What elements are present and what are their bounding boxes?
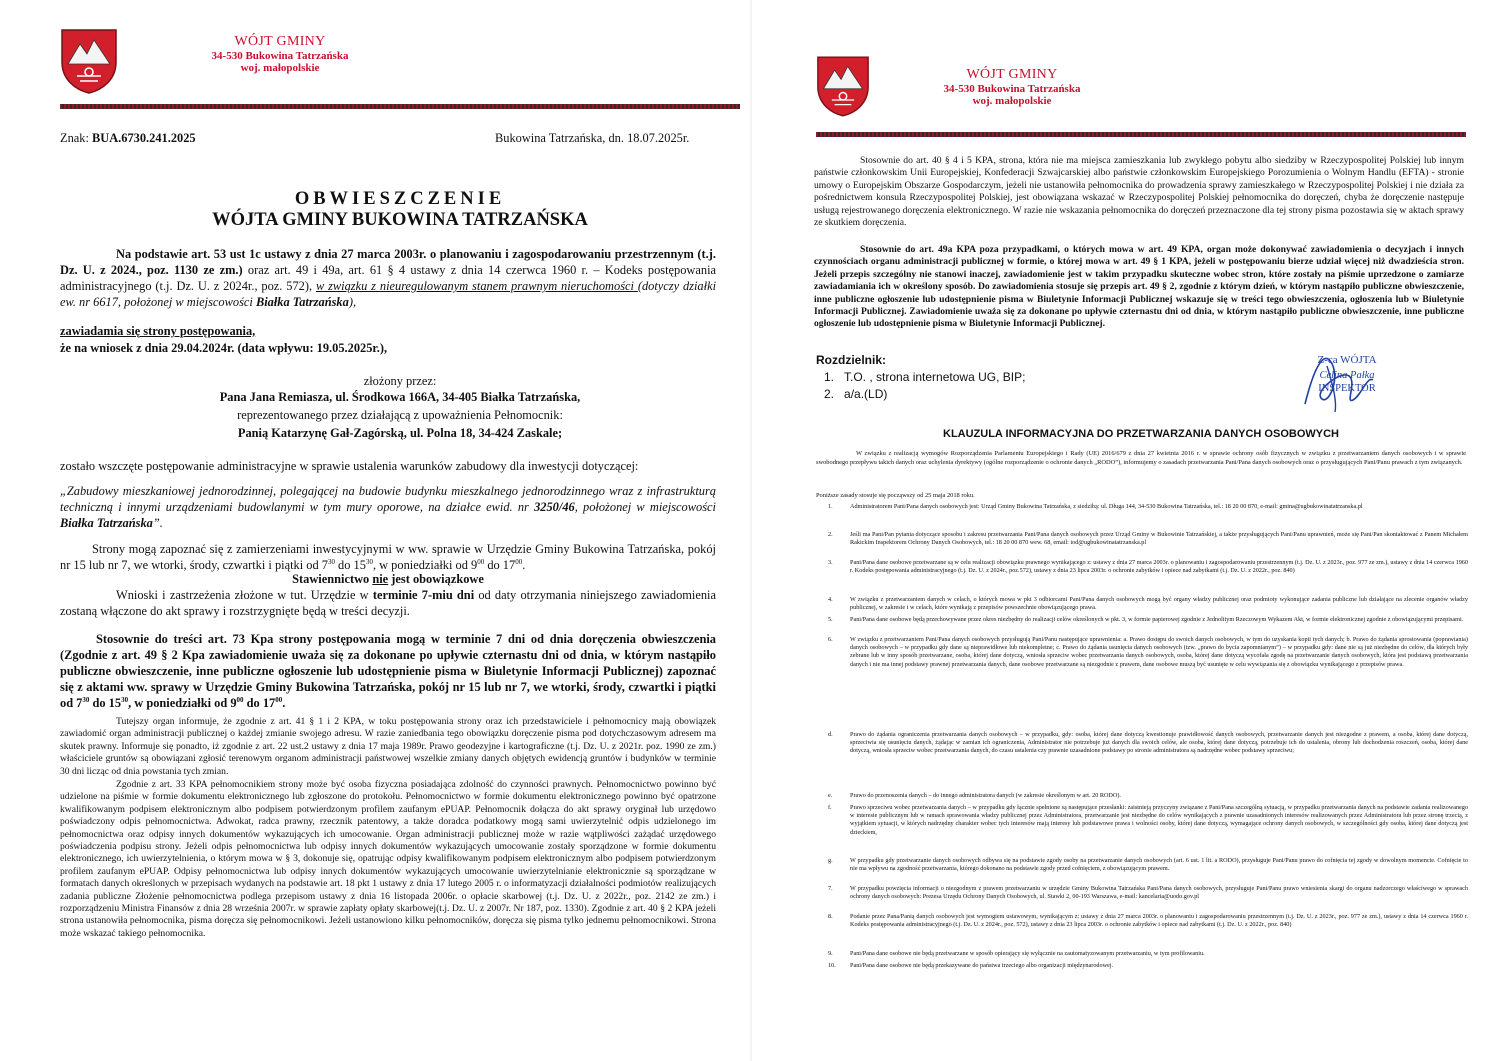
notice-page-2 <box>752 0 1500 1061</box>
delivery-attorney-notice: Stosownie do art. 40 § 4 i 5 KPA, strona, która nie ma miejsca zamieszkania lub zwykłego pobytu albo siedziby w Rzeczypospolitej Polskiej lub innym państwie członkowskim Unii Europejskiej, Konfederacji Szwajcarskiej albo państwie członkowskim Europejskiego Porozumienia o Wolnym Handlu (EFTA) - stronie umowy o Europejskim Obszarze Gospodarczym, jeżeli nie ustanowiła pełnomocnika do prowadzenia sprawy zamieszkałego w Rzeczypospolitej Polskiej i nie działa za pośrednictwem konsula Rzeczypospolitej Polskiej, jest obowiązana wskazać w Rzeczypospolitej Polskiej pełnomocnika do doręczeń, chyba że doręczenie następuje usługą rejestrowanego doręczenia elektronicznego. W razie nie wskazania pełnomocnika do doręczeń przeznaczone dla tej strony pisma pozostawia się w aktach sprawy ze skutkiem doręczenia. <box>814 155 1464 229</box>
parties-info: Strony mogą zapoznać się z zamierzeniami inwestycyjnymi w ww. sprawie w Urzędzie Gminy Bukowina Tatrzańska, pokój nr 15 lub nr 7, we wtorki, środy, czwartki i piątki od $7^{30}$ do $15^{30}$, w poniedziałki od $9^{00}$ do $17^{00}$. <box>60 542 716 572</box>
clause-item: 2. Jeśli ma Pani/Pan pytania dotyczące sposobu i zakresu przetwarzania Pani/Pana danych osobowych przez Urząd Gminy w Bukowinie Tatrzańskiej, a także przysługujących Pani/Panu uprawnień, może się Pani/Pan skontaktować z Panem Michałem Rakickim Inspektorem Ochrony Danych Osobowych, tel.: 18 20 00 870 wew. 68, email: iod@ugbukowinatatrzanska.pl <box>828 531 1468 547</box>
clause-since: Poniższe zasady stosuje się począwszy od 25 maja 2018 roku. <box>816 492 975 499</box>
distribution-item-1: 1. T.O. , strona internetowa UG, BIP; <box>824 370 1026 384</box>
applicant: Pana Jana Remiasza, ul. Środkowa 166A, 34-405 Białka Tatrzańska, <box>219 390 581 404</box>
letterhead-bar <box>60 104 740 109</box>
clause-item: f. Prawo sprzeciwu wobec przetwarzania danych – w przypadku gdy łącznie spełnione są następujące przesłanki: zaistnieją przyczyny związane z Pani/Pana szczególną sytuacją, w przypadku przetwarzania danych na podstawie zadania realizowanego w interesie publicznym lub w ramach sprawowania władzy publicznej przez Administratora, przetwarzanie jest niezbędne do celów wynikających z prawnie uzasadnionych interesów realizowanych przez Administratora lub przez stronę trzecią, z wyjątkiem sytuacji, w których nadrzędny charakter wobec tych interesów mają interesy lub podstawowe prawa i wolności osoby, której dane dotyczą, wymagające ochrony danych osobowych, w szczególności gdy osoba, której dane dotyczą jest dzieckiem, <box>828 804 1468 836</box>
place-date: Bukowina Tatrzańska, dn. 18.07.2025r. <box>495 131 690 145</box>
investment-description: „Zabudowy mieszkaniowej jednorodzinnej, polegającej na budowie budynku mieszkalnego jednorodzinnego wraz z infrastrukturą techniczną i innymi urządzeniami budowlanymi w tym mury oporowe, na działce ewid. nr 3250/46, położonej w miejscowości Białka Tatrzańska”. <box>60 484 716 530</box>
notify-heading: zawiadamia się strony postępowania, <box>60 324 256 338</box>
legal-basis: Na podstawie art. 53 ust 1c ustawy z dnia 27 marca 2003r. o planowaniu i zagospodarowaniu przestrzennym (t.j. Dz. U. z 2024., poz. 1130 ze zm.) oraz art. 49 i 49a, art. 61 § 4 ustawy z dnia 14 czerwca 1960 r. – Kodeks postępowania administracyjnego (t.j. Dz. U. z 2024r., poz. 572), w związku z nieuregulowanym stanem prawnym nieruchomości (dotyczy działki ew. nr 6617, położonej w miejscowości Białka Tatrzańska), <box>60 247 717 309</box>
art49a-notice: Stosownie do art. 49a KPA poza przypadkami, o których mowa w art. 49 KPA, organ może dokonywać zawiadomienia o decyzjach i innych czynnościach organu administracji publicznej w formie, o której mowa w art. 49 § 1 KPA, jeżeli w postępowaniu bierze udział więcej niż dwadzieścia stron. Jeżeli przepis szczególny nie stanowi inaczej, zawiadomienie jest w takim przypadku skuteczne wobec stron, które zostały na piśmie uprzedzone o zamiarze zawiadamiania ich w określony sposób. Do zawiadomienia stosuje się przepis art. 49 § 2, zgodnie z którym dzień, w którym nastąpiło publiczne obwieszczenie, inne publiczne ogłoszenie lub udostępnienie pisma w Biuletynie Informacji Publicznej wskazuje się w treści tego obwieszczenia, ogłoszenia lub w Biuletynie Informacji Publicznej. Zawiadomienie uważa się za dokonane po upływie czternastu dni od dnia, w którym nastąpiło publiczne obwieszczenie, inne publiczne ogłoszenie lub udostępnienie pisma w Biuletynie Informacji Publicznej. <box>814 244 1464 330</box>
attorney: Panią Katarzynę Gał-Zagórską, ul. Polna 18, 34-424 Zaskale; <box>237 426 563 440</box>
letterhead-text <box>922 67 1102 107</box>
art73-notice: Stosownie do treści art. 73 Kpa strony postępowania mogą w terminie 7 dni od dnia doręczenia obwieszczenia (Zgodnie z art. 49 § 2 Kpa zawiadomienie uważa się za dokonane po upływie czternastu dni od dnia, w którym nastąpiło publiczne obwieszczenie, inne publiczne ogłoszenie lub udostępnienie pisma w Biuletynie Informacji Publicznej) zapoznać się z aktami ww. sprawy w Urzędzie Gminy Bukowina Tatrzańska, pokój nr 15 lub nr 7, we wtorki, środy, czwartki i piątki od $7^{30}$ do $15^{30}$, w poniedziałki od $9^{00}$ do $17^{00}$. <box>60 632 716 710</box>
clause-item: 9. Pani/Pana dane osobowe nie będą przetwarzane w sposób opierający się wyłącznie na zautomatyzowanym przetwarzaniu, w tym profilowaniu. <box>828 950 1205 957</box>
clause-item: e. Prawo do przenoszenia danych – do innego administratora danych (w zakresie określonym w art. 20 RODO). <box>828 792 1121 799</box>
signature-icon <box>1287 346 1387 416</box>
notice-title: OBWIESZCZENIE <box>294 189 506 209</box>
power-of-attorney-notice: Zgodnie z art. 33 KPA pełnomocnikiem strony może być osoba fizyczna posiadająca zdolność do czynności prawnych. Pełnomocnictwo powinno być udzielone na piśmie w formie dokumentu elektronicznego lub zgłoszone do protokołu. Pełnomocnictwo w formie dokumentu elektronicznego powinno być opatrzone kwalifikowanym podpisem elektronicznym albo podpisem potwierdzonym profilem zaufanym ePUAP. Pełnomocnik dołącza do akt sprawy oryginał lub urzędowo poświadczony odpis pełnomocnictwa. Adwokat, radca prawny, rzecznik patentowy, a także doradca podatkowy mogą sami uwierzytelnić odpis udzielonego im pełnomocnictwa oraz odpisy innych dokumentów wykazujących ich umocowanie. Organ administracji publicznej może w razie wątpliwości zażądać urzędowego poświadczenia podpisu strony. Jeżeli odpis pełnomocnictwa lub odpisy innych dokumentów wykazujących umocowanie zostały sporządzone w formie dokumentu elektronicznego, ich uwierzytelnienia, o którym mowa w § 3, dokonuje się, opatrując odpisy kwalifikowanym podpisem elektronicznym albo podpisem potwierdzonym profilem zaufanym ePUAP. Odpisy pełnomocnictwa lub odpisy innych dokumentów wykazujących umocowanie uwierzytelnianie elektronicznie są sporządzane w formatach danych określonych w przepisach wydanych na podstawie art. 18 pkt 1 ustawy z dnia 17 lutego 2005 r. o informatyzacji działalności podmiotów realizujących zadania publiczne Złożenie pełnomocnictwa podlega przepisom ustawy z dnia 16 listopada 2006r. o opłacie skarbowej (t.j. Dz. U. z 2022r., poz. 2142 ze zm.) i rozporządzeniu Ministra Finansów z dnia 28 września 2007r. w sprawie zapłaty opłaty skarbowej(t.j. Dz. U. z 2007r. Nr 187, poz. 1330). Zgodnie z art. 40 § 2 KPA jeżeli strona ustanowiła pełnomocnika, pisma doręcza się pełnomocnikowi. Jeżeli ustanowiono kilku pełnomocników, doręcza się pisma tylko jednemu pełnomocnikowi. Strona może wskazać takiego pełnomocnika. <box>60 779 716 939</box>
represented-by: reprezentowanego przez działającą z upoważnienia Pełnomocnik: <box>237 408 563 422</box>
clause-item: 6. W związku z przetwarzaniem Pani/Pana danych osobowych przysługują Pani/Panu następujące uprawnienia: a. Prawo dostępu do swoich danych osobowych, w tym do uzyskania kopii tych danych; b. Prawo do żądania sprostowania (poprawiania) danych osobowych – w przypadku gdy dane są nieprawidłowe lub niekompletne; c. Prawo do żądania usunięcia danych osobowych (tzw. „prawo do bycia zapomnianym”) – w przypadku gdy: dane nie są już niezbędne do celów, dla których były zebrane lub w inny sposób przetwarzane, osoba, której dane dotyczą, wniosła sprzeciw wobec przetwarzania danych osobowych, osoba, której dane dotyczą wycofała zgodę na przetwarzanie danych osobowych, która jest podstawą przetwarzania danych i nie ma innej podstawy prawnej przetwarzania danych, dane osobowe przetwarzane są niezgodnie z prawem, dane osobowe muszą być usunięte w celu wywiązania się z obowiązku wynikającego z przepisów prawa. <box>828 636 1468 668</box>
letterhead-bar <box>816 132 1466 137</box>
clause-item: 5. Pani/Pana dane osobowe będą przechowywane przez okres niezbędny do realizacji celów określonych w pkt. 3, w formie papierowej zgodnie z Jednolitym Rzeczowym Wykazem Akt, w formie elektronicznej zgodnie z obowiązującymi przepisami. <box>828 616 1464 623</box>
letterhead-province: woj. małopolskie <box>972 94 1052 107</box>
submitted-by: złożony przez: <box>363 374 437 388</box>
clause-item: g. W przypadku gdy przetwarzanie danych osobowych odbywa się na podstawie zgody osoby na przetwarzanie danych osobowych (art. 6 ust. 1 lit. a RODO), przysługuje Pani/Panu prawo do cofnięcia tej zgody w dowolnym momencie. Cofnięcie to nie ma wpływu na zgodność przetwarzania, którego dokonano na podstawie zgody przed cofnięciem, z obowiązującym prawem. <box>828 857 1468 873</box>
clause-item: d. Prawo do żądania ograniczenia przetwarzania danych osobowych – w przypadku, gdy: osoba, której dane dotyczą kwestionuje prawidłowość danych osobowych, przetwarzanie danych jest niezgodne z prawem, a osoba, której dane dotyczą, sprzeciwia się usunięciu danych, żądając w zamian ich ograniczenia, Administrator nie potrzebuje już danych dla swoich celów, ale osoba, której dane dotyczą, potrzebuje ich do ustalenia, obrony lub dochodzenia roszczeń, osoba, której dane dotyczą, wniosła sprzeciw wobec przetwarzania danych, do czasu ustalenia czy prawnie uzasadnione podstawy po stronie administratora są nadrzędne wobec podstawy sprzeciwu; <box>828 731 1468 755</box>
letterhead-text <box>190 34 370 74</box>
clause-item: 1. Administratorem Pani/Pana danych osobowych jest: Urząd Gminy Bukowina Tatrzańska, z siedzibą: ul. Długa 144, 34-530 Bukowina Tatrzańska, tel.: 18 20 00 870, e-mail: gmina@ugbukowinatatrzanska.pl <box>828 503 1363 510</box>
notice-subtitle: WÓJTA GMINY BUKOWINA TATRZAŃSKA <box>212 210 588 230</box>
clause-item: 7. W przypadku powzięcia informacji o niezgodnym z prawem przetwarzaniu w urzędzie Gminy Bukowina Tatrzańska Pani/Pana danych osobowych, przysługuje Pani/Panu prawo wniesienia skargi do organu nadzorczego właściwego w sprawach ochrony danych osobowych: Prezesa Urzędu Ochrony Danych Osobowych, ul. Stawki 2, 00-193 Warszawa, e-mail: kancelaria@uodo.gov.pl <box>828 885 1468 901</box>
clause-items <box>828 503 1468 971</box>
stamp-role: Z-ca WÓJTA <box>1317 354 1377 366</box>
distribution-item-2: 2. a/a.(LD) <box>824 387 888 401</box>
reference-number: Znak: BUA.6730.241.2025 <box>60 131 196 145</box>
clause-item: 8. Podanie przez Pana/Panią danych osobowych jest wymogiem ustawowym, wynikającym z: ustawy z dnia 27 marca 2003r. o planowaniu i zagospodarowaniu przestrzennym (t.j. Dz. U. z 2023r., poz. 977 ze zm.), ustawy z dnia 14 czerwca 1960 r. Kodeks postępowania administracyjnego (t.j. Dz. U. z 2024r., poz. 572), ustawy z dnia 23 lipca 2003r. o ochronie zabytków i opiece nad zabytkami (t.j. Dz. U. z 2022r., poz. 840) <box>828 913 1468 929</box>
coat-of-arms-icon <box>816 55 870 117</box>
stamp-title: INSPEKTOR <box>1318 383 1376 394</box>
clause-item: 3. Pani/Pana dane osobowe przetwarzane są w celu realizacji obowiązku prawnego wynikającego z: ustawy z dnia 27 marca 2003r. o planowaniu i zagospodarowaniu przestrzennym (t.j. Dz. U. z 2023r., poz. 977 ze zm.), ustawy z dnia 14 czerwca 1960 r. Kodeks postępowania administracyjnego (t.j. Dz. U. z 2024r., poz.572), ustawy z dnia 23 lipca 2003r. o ochronie zabytków i opiece nad zabytkami (t.j. Dz. U. z 2022r., poz. 840) <box>828 559 1468 575</box>
request-line: że na wniosek z dnia 29.04.2024r. (data wpływu: 19.05.2025r.), <box>60 341 388 355</box>
initiated-text: zostało wszczęte postępowanie administracyjne w sprawie ustalenia warunków zabudowy dla inwestycji dotyczącej: <box>60 459 639 473</box>
clause-item: 10. Pani/Pana dane osobowe nie będą przekazywane do państwa trzeciego albo organizacji międzynarodowej. <box>828 962 1114 969</box>
distribution-title: Rozdzielnik: <box>816 353 887 367</box>
attendance-note: Stawiennictwo nie jest obowiązkowe <box>292 572 484 586</box>
clause-title: KLAUZULA INFORMACYJNA DO PRZETWARZANIA DANYCH OSOBOWYCH <box>943 428 1339 440</box>
requests-note: Wnioski i zastrzeżenia złożone w tut. Urzędzie w terminie 7-miu dni od daty otrzymania niniejszego zawiadomienia zostaną włączone do akt sprawy i rozstrzygnięte będą w treści decyzji. <box>60 588 716 618</box>
address-change-notice: Tutejszy organ informuje, że zgodnie z art. 41 § 1 i 2 KPA, w toku postępowania strony oraz ich przedstawiciele i pełnomocnicy mają obowiązek zawiadomić organ administracji publicznej o każdej zmianie swojego adresu. W razie zaniedbania tego obowiązku doręczenie pisma pod dotychczasowym adresem ma skutek prawny. Informuje się ponadto, iż zgodnie z art. 22 ust.2 ustawy z dnia 17 maja 1989r. Prawo geodezyjne i kartograficzne (t.j. Dz. U. z 2021r. poz. 1990 ze zm.) właściciele gruntów są obowiązani zgłosić terenowym organom administracji państwowej wszelkie zmiany danych objętych ewidencją gruntów i budynków w terminie 30 dni licząc od dnia powstania tych zmian. <box>60 716 716 777</box>
letterhead-province: woj. małopolskie <box>240 61 320 74</box>
clause-item: 4. W związku z przetwarzaniem danych w celach, o których mowa w pkt 3 odbiorcami Pani/Pana danych osobowych mogą być organy władzy publicznej oraz podmioty wykonujące zadania publiczne lub działające na zlecenie organów władzy publicznej, w zakresie i w celach, które wynikają z przepisów powszechnie obowiązującego prawa. <box>828 596 1468 612</box>
letterhead-address: 34-530 Bukowina Tatrzańska <box>211 49 349 62</box>
coat-of-arms-icon <box>60 28 118 94</box>
letterhead-address: 34-530 Bukowina Tatrzańska <box>943 82 1081 95</box>
stamp-name: Celina Pałka <box>1319 370 1375 381</box>
clause-intro: W związku z realizacją wymogów Rozporządzenia Parlamentu Europejskiego i Rady (UE) 2016/679 z dnia 27 kwietnia 2016 r. w sprawie ochrony osób fizycznych w związku z przetwarzaniem danych osobowych i w sprawie swobodnego przepływu takich danych oraz uchylenia dyrektywy (ogólne rozporządzenie o ochronie danych „RODO”), informujemy o zasadach przetwarzania Pani/Pana danych osobowych oraz o przysługujących Pani/Panu prawach z tym związanych. <box>816 450 1466 466</box>
letterhead-title: WÓJT GMINY <box>234 34 326 49</box>
letterhead-title: WÓJT GMINY <box>966 67 1058 82</box>
